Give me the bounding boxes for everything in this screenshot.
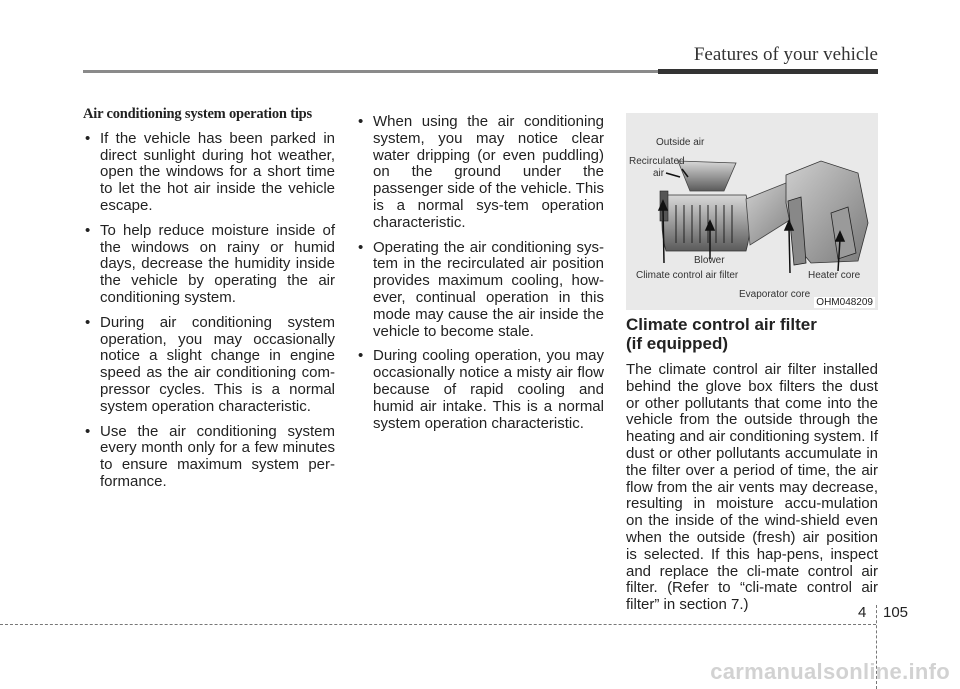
tip-item: [356, 348, 604, 432]
evaporator-core-label: Evaporator core: [739, 289, 811, 300]
blower-housing: [662, 195, 750, 251]
figure-code: OHM048209: [816, 297, 873, 308]
tips-column-continued: [356, 114, 604, 440]
tips-column: [83, 106, 335, 499]
outside-air-label: Outside air: [656, 137, 705, 148]
watermark: carmanualsonline.info: [710, 659, 950, 684]
section-body: The climate control air filter installed behind the glove box filters the dust or other pollutants that come into the vehicle from the outside through the heating and air conditioning system. If dust or other pollutants accumulate in the filter over a period of time, the air flow from the air vents may decrease, resulting in moisture accu-mulation on the inside of the wind-shield even when the outside (fresh) air position is selected. If this hap-pens, inspect and replace the cli-mate control air filter. (Refer to “cli-mate control air filter” in section 7.): [626, 361, 878, 614]
footer-rule: [0, 624, 876, 625]
tip-text: Operating the air conditioning sys-tem in the recirculated air position provides maximum cooling, how-ever, continual operation in this mode may cause the air inside the vehicle to become stale.: [373, 238, 604, 340]
tip-text: During cooling operation, you may occasionally notice a misty air flow because of rapid cooling and humid air intake. This is a normal system operation characteristic.: [373, 347, 604, 432]
bullet-icon: •: [85, 129, 91, 147]
recirculated-air-label-line2: air: [653, 168, 665, 179]
tip-text: During air conditioning system operation, you may occasionally notice a slight change in engine speed as the air conditioning com-pressor cycles. This is a normal system operation characteristic.: [100, 313, 335, 415]
bullet-icon: •: [85, 313, 91, 331]
heater-core-label: Heater core: [808, 270, 861, 281]
tip-text: When using the air conditioning system, you may notice clear water dripping (or even puddling) on the ground under the passenger side of the vehicle. This is a normal sys-tem operation characteristic.: [373, 113, 604, 231]
hvac-diagram-figure: [626, 113, 878, 310]
bullet-icon: •: [358, 238, 364, 256]
bullet-icon: •: [358, 347, 364, 365]
tip-text: Use the air conditioning system every month only for a few minutes to ensure maximum system per-formance.: [100, 422, 335, 490]
recirculated-air-label: Recirculated: [629, 156, 685, 167]
header-rule-accent: [658, 69, 878, 74]
tip-item: [356, 240, 604, 341]
section-title: Climate control air filter (if equipped): [626, 315, 817, 353]
bullet-icon: •: [358, 113, 364, 130]
tip-item: [83, 131, 335, 215]
bullet-icon: •: [85, 221, 91, 239]
filter-label: Climate control air filter: [636, 270, 739, 281]
air-filter-section: [626, 315, 878, 614]
tip-item: [83, 223, 335, 307]
tip-item: [83, 315, 335, 416]
tip-text: If the vehicle has been parked in direct sunlight during hot weather, open the windows for a short time to let the hot air inside the vehicle escape.: [100, 129, 335, 214]
tips-title: Air conditioning system operation tips: [83, 106, 312, 122]
page-number: 105: [883, 604, 909, 621]
blower-label: Blower: [694, 255, 725, 266]
bullet-icon: •: [85, 422, 91, 440]
chapter-number: 4: [858, 604, 867, 621]
tip-item: [83, 424, 335, 491]
tip-item: [356, 114, 604, 232]
tip-text: To help reduce moisture inside of the windows on rainy or humid days, decrease the humidity inside the vehicle by operating the air conditioning system.: [100, 221, 335, 306]
header-title: Features of your vehicle: [693, 44, 878, 65]
